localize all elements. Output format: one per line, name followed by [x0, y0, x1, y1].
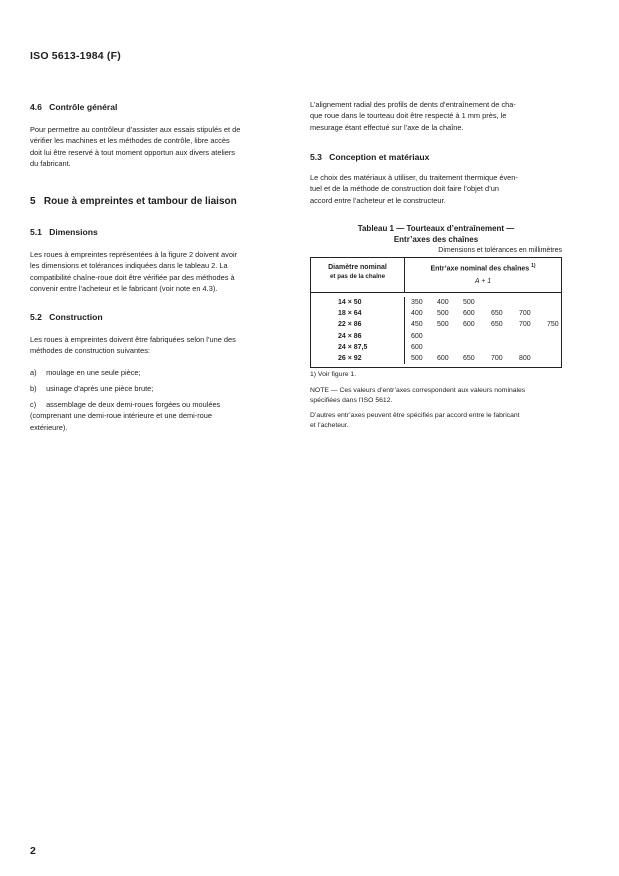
table-row-chain: 18 × 64 — [338, 310, 362, 318]
section-title: Construction — [49, 312, 103, 322]
table-cell: 450 — [411, 321, 423, 329]
table-cell: 700 — [519, 310, 531, 318]
text-line: spécifiées dans l’ISO 5612. — [310, 397, 393, 404]
list-label: c) — [30, 400, 37, 409]
table-1 — [310, 257, 562, 378]
list-text: usinage d’après une pièce brute; — [46, 384, 154, 393]
table-row-chain: 14 × 50 — [338, 299, 362, 306]
footnote-ref: 1) — [531, 263, 536, 269]
section-5-heading — [30, 196, 283, 207]
table-cell: 750 — [547, 321, 559, 329]
table-units-note: Dimensions et tolérances en millimètres — [438, 247, 562, 254]
section-5-1-text — [30, 249, 283, 295]
text-line: doit lui être reservé à tout moment opportun aux divers ateliers — [30, 147, 235, 157]
section-4-6-text — [30, 124, 283, 170]
list-item-b — [30, 383, 283, 394]
note-paragraph — [310, 386, 562, 406]
table-footnote: 1) Voir figure 1. — [310, 371, 357, 379]
table-header-col1 — [311, 258, 405, 292]
text-line: que roue dans le tourteau doit être respecté à 1 mm près, le — [310, 111, 507, 121]
text-line: Les roues à empreintes représentées à la figure 2 doivent avoir — [30, 250, 238, 259]
table-row-values — [405, 331, 561, 342]
table-body-col2 — [405, 297, 561, 364]
section-title: Conception et matériaux — [329, 152, 430, 162]
table-cell: 500 — [437, 310, 449, 318]
text-line: méthodes de construction suivantes: — [30, 346, 150, 356]
table-row-values — [405, 308, 561, 319]
text-line: Les roues à empreintes doivent être fabriquées selon l’une des — [30, 335, 236, 344]
header-text: A + 1 — [474, 278, 492, 286]
table-row-values — [405, 297, 561, 308]
header-text: Entr’axe nominal des chaînes — [430, 265, 530, 273]
text-line: tuel et de la méthode de construction doit faire l’objet d’un — [310, 184, 499, 194]
section-number: 5.3 — [310, 152, 322, 162]
text-line: Pour permettre au contrôleur d’assister aux essais stipulés et de — [30, 125, 241, 134]
text-line: mesurage étant effectué sur l’axe de la chaîne. — [310, 122, 464, 132]
page-number: 2 — [30, 845, 36, 857]
table-cell: 400 — [411, 310, 423, 318]
header-text: et pas de la chaîne — [329, 273, 386, 280]
table-body — [310, 293, 562, 368]
table-cell: 400 — [437, 299, 449, 306]
table-cell: 600 — [463, 310, 475, 318]
section-title: Roue à empreintes et tambour de liaison — [43, 196, 237, 207]
list-item-c — [30, 399, 283, 433]
section-title: Dimensions — [49, 227, 98, 237]
table-row-chain: 24 × 87,5 — [338, 343, 368, 351]
text-line: les dimensions et tolérances indiquées dans le tableau 2. La — [30, 261, 228, 271]
document-header: ISO 5613-1984 (F) — [30, 50, 121, 62]
text-line: L’alignement radial des profils de dents d’entraînement de cha- — [310, 100, 516, 109]
agreement-paragraph — [310, 411, 562, 431]
table-row-chain: 22 × 86 — [338, 321, 362, 329]
table-cell: 600 — [411, 343, 423, 351]
section-5-3-heading — [310, 152, 562, 162]
table-cell: 650 — [491, 310, 503, 318]
list-label: b) — [30, 384, 37, 393]
section-number: 5 — [30, 196, 36, 207]
table-cell: 600 — [411, 332, 423, 340]
section-5-1-heading — [30, 227, 283, 237]
section-4-6-heading — [30, 102, 283, 112]
list-text: moulage en une seule pièce; — [46, 368, 141, 377]
table-cell: 500 — [463, 299, 475, 306]
table-cell: 700 — [491, 354, 503, 362]
section-5-2-heading — [30, 312, 283, 322]
list-item-a — [30, 367, 283, 378]
list-label: a) — [30, 368, 37, 377]
section-number: 4.6 — [30, 102, 42, 112]
text-line: accord entre l’acheteur et le constructeur. — [310, 195, 446, 205]
table-cell: 700 — [519, 321, 531, 329]
section-number: 5.1 — [30, 227, 42, 237]
text-line: et l’acheteur. — [310, 422, 349, 429]
text-line: D’autres entr’axes peuvent être spécifiés par accord entre le fabricant — [310, 412, 520, 419]
alignment-paragraph — [310, 99, 562, 133]
list-text: assemblage de deux demi-roues forgées ou moulées — [46, 400, 221, 409]
table-row-values — [405, 353, 561, 364]
list-text: (comprenant une demi-roue intérieure et une demi-roue — [30, 411, 212, 421]
table-cell: 500 — [437, 321, 449, 329]
text-line: compatibilité chaîne-roue doit être vérifiée par des méthodes à — [30, 272, 235, 282]
table-cell: 650 — [463, 354, 475, 362]
text-line: du fabricant. — [30, 159, 71, 169]
table-row-chain: 26 × 92 — [338, 355, 362, 363]
table-header — [310, 257, 562, 293]
table-header-col2 — [405, 258, 561, 292]
table-cell: 650 — [491, 321, 503, 329]
text-line: vérifier les machines et les méthodes de contrôle, libre accès — [30, 136, 230, 146]
table-caption-line: Entr’axes des chaînes — [393, 235, 479, 244]
table-cell: 500 — [411, 354, 423, 362]
table-cell: 800 — [519, 354, 531, 362]
list-text: extérieure). — [30, 422, 68, 432]
table-row-values — [405, 342, 561, 353]
table-cell: 600 — [437, 354, 449, 362]
table-caption-line: Tableau 1 — Tourteaux d’entraînement — — [357, 224, 515, 233]
section-title: Contrôle général — [49, 102, 118, 112]
section-5-3-text — [310, 172, 562, 206]
section-number: 5.2 — [30, 312, 42, 322]
text-line: Le choix des matériaux à utiliser, du traitement thermique éven- — [310, 173, 518, 182]
text-line: NOTE — Ces valeurs d’entr’axes correspondent aux valeurs nominales — [310, 387, 526, 394]
table-cell: 600 — [463, 321, 475, 329]
table-caption — [310, 223, 562, 245]
header-text: Diamètre nominal — [328, 264, 387, 271]
table-cell: 350 — [411, 299, 423, 306]
text-line: convenir entre l’acheteur et le fabricant (voir note en 4.3). — [30, 284, 218, 294]
table-body-col1 — [311, 297, 405, 364]
table-row-values — [405, 319, 561, 330]
section-5-2-text — [30, 334, 283, 357]
table-row-chain: 24 × 86 — [338, 332, 362, 340]
